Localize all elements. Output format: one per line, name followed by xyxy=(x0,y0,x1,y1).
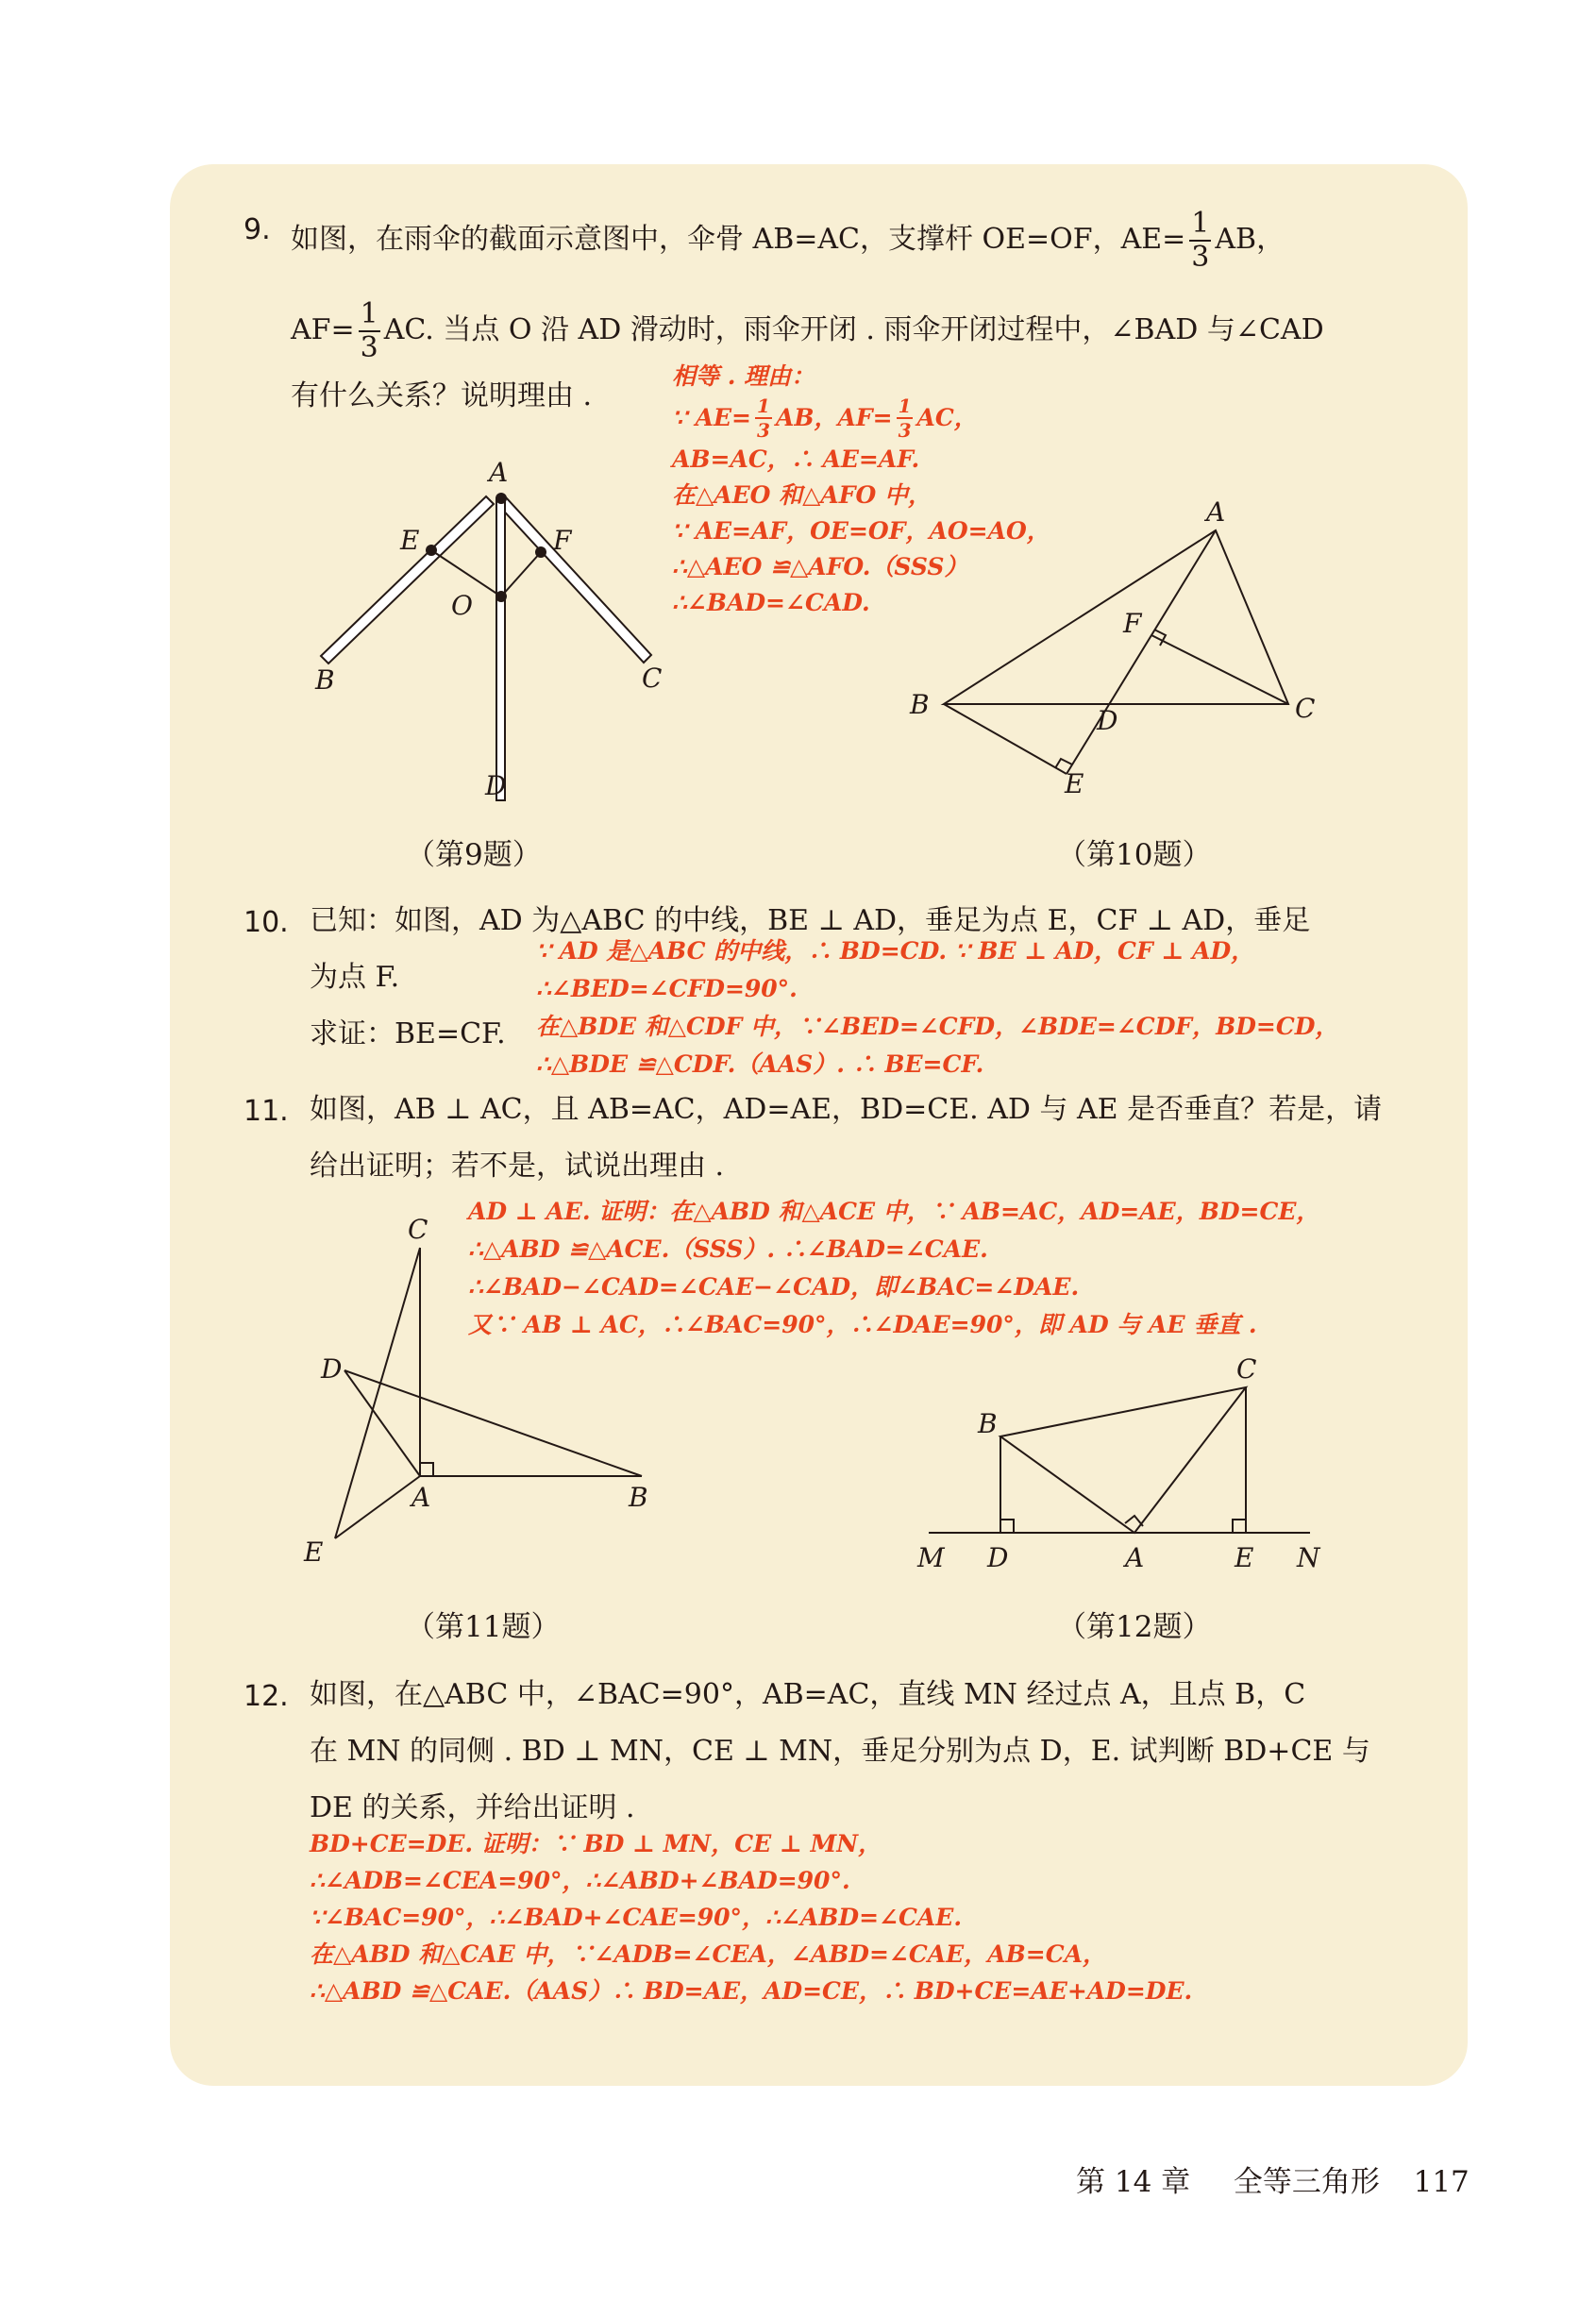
answer-line: ∴△AEO ≌△AFO.（SSS） xyxy=(672,553,968,580)
answer-text: ∵ AE= xyxy=(672,404,752,431)
caption-12: （第12题） xyxy=(1057,1610,1212,1644)
label-f: F xyxy=(553,525,572,556)
label-e: E xyxy=(400,525,420,556)
line-ae xyxy=(1067,530,1216,774)
line-ea xyxy=(335,1476,420,1538)
footer-chapter: 第 14 章 xyxy=(1076,2165,1191,2199)
point-e xyxy=(426,545,437,556)
answer-line: 相等 . 理由： xyxy=(672,362,815,390)
question-10-line-1: 已知：如图，AD 为△ABC 的中线，BE ⊥ AD，垂足为点 E，CF ⊥ AD，垂足 xyxy=(310,904,1311,937)
question-12-answer xyxy=(310,1825,1192,2009)
question-10-line-3: 求证：BE=CF. xyxy=(310,1017,506,1050)
answer-line: ∵ AE=AF，OE=OF，AO=AO， xyxy=(672,517,1050,545)
answer-line: 在△AEO 和△AFO 中， xyxy=(672,481,932,509)
label-b: B xyxy=(910,689,930,720)
line-db xyxy=(344,1370,642,1476)
label-b: B xyxy=(629,1482,648,1513)
figure-11-triangles xyxy=(293,1214,689,1576)
caption-9: （第9题） xyxy=(406,838,542,872)
label-o: O xyxy=(451,590,473,621)
label-a: A xyxy=(489,457,509,488)
answer-line: ∴∠BED=∠CFD=90°. xyxy=(536,975,798,1002)
label-c: C xyxy=(1236,1353,1257,1385)
figure-9-umbrella xyxy=(302,453,698,812)
answer-line: 在△BDE 和△CDF 中，∵∠BED=∠CFD，∠BDE=∠CDF，BD=CD， xyxy=(536,1013,1339,1040)
question-12-number: 12. xyxy=(244,1680,289,1713)
q9-fraction-1 xyxy=(1189,207,1211,274)
answer-line: 又∵ AB ⊥ AC，∴∠BAC=90°，∴∠DAE=90°，即 AD 与 AE 垂直 . xyxy=(468,1311,1257,1338)
q9-fraction-2 xyxy=(359,297,380,364)
label-b: B xyxy=(978,1408,998,1439)
answer-line: 在△ABD 和△CAE 中，∵∠ADB=∠CEA，∠ABD=∠CAE，AB=CA， xyxy=(310,1940,1106,1968)
label-e: E xyxy=(1235,1542,1254,1573)
line-da xyxy=(344,1370,420,1476)
label-d: D xyxy=(321,1353,343,1385)
figure-10-triangle xyxy=(897,491,1316,812)
line-cf xyxy=(1151,635,1288,704)
pole-ad xyxy=(496,498,505,800)
question-10-answer xyxy=(536,932,1338,1083)
label-e: E xyxy=(304,1537,324,1568)
label-m: M xyxy=(917,1542,945,1573)
label-c: C xyxy=(642,663,663,694)
label-f: F xyxy=(1123,608,1142,639)
answer-line: ∵∠BAC=90°，∴∠BAD+∠CAE=90°，∴∠ABD=∠CAE. xyxy=(310,1904,963,1931)
footer-title: 全等三角形 xyxy=(1233,2165,1380,2199)
figure-12-triangle xyxy=(916,1350,1331,1586)
question-9-number: 9. xyxy=(244,213,271,246)
answer-line: ∴∠BAD−∠CAD=∠CAE−∠CAD，即∠BAC=∠DAE. xyxy=(468,1273,1080,1301)
q9-text-2b: AC. 当点 O 沿 AD 滑动时，雨伞开闭 . 雨伞开闭过程中，∠BAD 与∠CAD xyxy=(383,313,1324,346)
label-d: D xyxy=(1097,705,1118,736)
answer-line: AB=AC，∴ AE=AF. xyxy=(672,445,920,473)
right-angle-e xyxy=(1055,759,1072,768)
label-d: D xyxy=(485,770,507,801)
question-12-line-1: 如图，在△ABC 中，∠BAC=90°，AB=AC，直线 MN 经过点 A，且点 B，C xyxy=(310,1678,1306,1711)
label-c: C xyxy=(1295,693,1316,724)
caption-10: （第10题） xyxy=(1057,838,1212,872)
fraction-numerator: 1 xyxy=(757,395,770,417)
label-a: A xyxy=(1206,496,1226,528)
question-10-line-2: 为点 F. xyxy=(310,961,400,994)
fraction-denominator: 3 xyxy=(757,419,770,442)
question-12-line-3: DE 的关系，并给出证明 . xyxy=(310,1791,635,1824)
question-9-line-3: 有什么关系？说明理由 . xyxy=(291,379,593,412)
answer-fraction xyxy=(755,396,772,440)
question-12-line-2: 在 MN 的同侧 . BD ⊥ MN，CE ⊥ MN，垂足分别为点 D，E. 试判断 BD+CE 与 xyxy=(310,1735,1370,1768)
caption-11: （第11题） xyxy=(406,1610,561,1644)
answer-text: AB，AF= xyxy=(775,404,893,431)
label-a: A xyxy=(1125,1542,1145,1573)
fraction-denominator: 3 xyxy=(360,331,378,364)
point-f xyxy=(535,546,546,558)
label-a: A xyxy=(412,1482,431,1513)
q9-text-2a: AF= xyxy=(291,313,355,346)
right-angle-a xyxy=(420,1463,433,1476)
answer-fraction xyxy=(897,396,914,440)
strut-fo xyxy=(501,552,541,596)
label-n: N xyxy=(1297,1542,1320,1573)
question-9-line-2 xyxy=(291,297,1324,364)
question-9-line-1 xyxy=(291,207,1285,274)
question-10-number: 10. xyxy=(244,906,289,939)
answer-line: BD+CE=DE. 证明：∵ BD ⊥ MN，CE ⊥ MN， xyxy=(310,1830,882,1857)
fraction-numerator: 1 xyxy=(360,297,378,330)
answer-line: ∵ AD 是△ABC 的中线，∴ BD=CD. ∵ BE ⊥ AD，CF ⊥ AD， xyxy=(536,937,1255,965)
answer-line: ∴△BDE ≌△CDF.（AAS）. ∴ BE=CF. xyxy=(536,1050,984,1078)
label-b: B xyxy=(315,664,335,696)
answer-line: ∴∠ADB=∠CEA=90°，∴∠ABD+∠BAD=90°. xyxy=(310,1867,850,1894)
right-angle-d xyxy=(1000,1520,1014,1533)
answer-text: AC， xyxy=(916,404,978,431)
question-11-line-2: 给出证明；若不是，试说出理由 . xyxy=(310,1150,725,1183)
rib-ab xyxy=(321,496,494,663)
page-number: 117 xyxy=(1413,2165,1470,2199)
fraction-numerator: 1 xyxy=(1191,207,1210,240)
fraction-denominator: 3 xyxy=(898,419,912,442)
label-c: C xyxy=(408,1214,428,1245)
answer-line xyxy=(672,395,1050,442)
fraction-numerator: 1 xyxy=(898,395,912,417)
q9-text-1b: AB， xyxy=(1215,223,1285,256)
line-be xyxy=(944,704,1067,774)
point-a xyxy=(496,493,507,504)
triangle-abc xyxy=(1000,1387,1246,1533)
question-11-line-1: 如图，AB ⊥ AC，且 AB=AC，AD=AE，BD=CE. AD 与 AE 是否垂直？若是，请 xyxy=(310,1093,1383,1126)
answer-line: AD ⊥ AE. 证明：在△ABD 和△ACE 中，∵ AB=AC，AD=AE，BD=CE， xyxy=(468,1198,1320,1225)
right-angle-e xyxy=(1233,1520,1246,1533)
rib-ac xyxy=(497,496,651,663)
answer-line: ∴△ABD ≌△ACE.（SSS）. ∴∠BAD=∠CAE. xyxy=(468,1235,988,1263)
label-d: D xyxy=(987,1542,1009,1573)
answer-line: ∴△ABD ≌△CAE.（AAS）∴ BD=AE，AD=CE，∴ BD+CE=AE+AD=DE. xyxy=(310,1977,1193,2005)
answer-line: ∴∠BAD=∠CAD. xyxy=(672,589,870,616)
point-o xyxy=(496,591,507,602)
label-e: E xyxy=(1065,768,1084,799)
question-11-number: 11. xyxy=(244,1095,289,1128)
fraction-denominator: 3 xyxy=(1191,241,1210,274)
q9-text-1a: 如图，在雨伞的截面示意图中，伞骨 AB=AC，支撑杆 OE=OF，AE= xyxy=(291,223,1186,256)
footer xyxy=(1076,2158,1470,2200)
